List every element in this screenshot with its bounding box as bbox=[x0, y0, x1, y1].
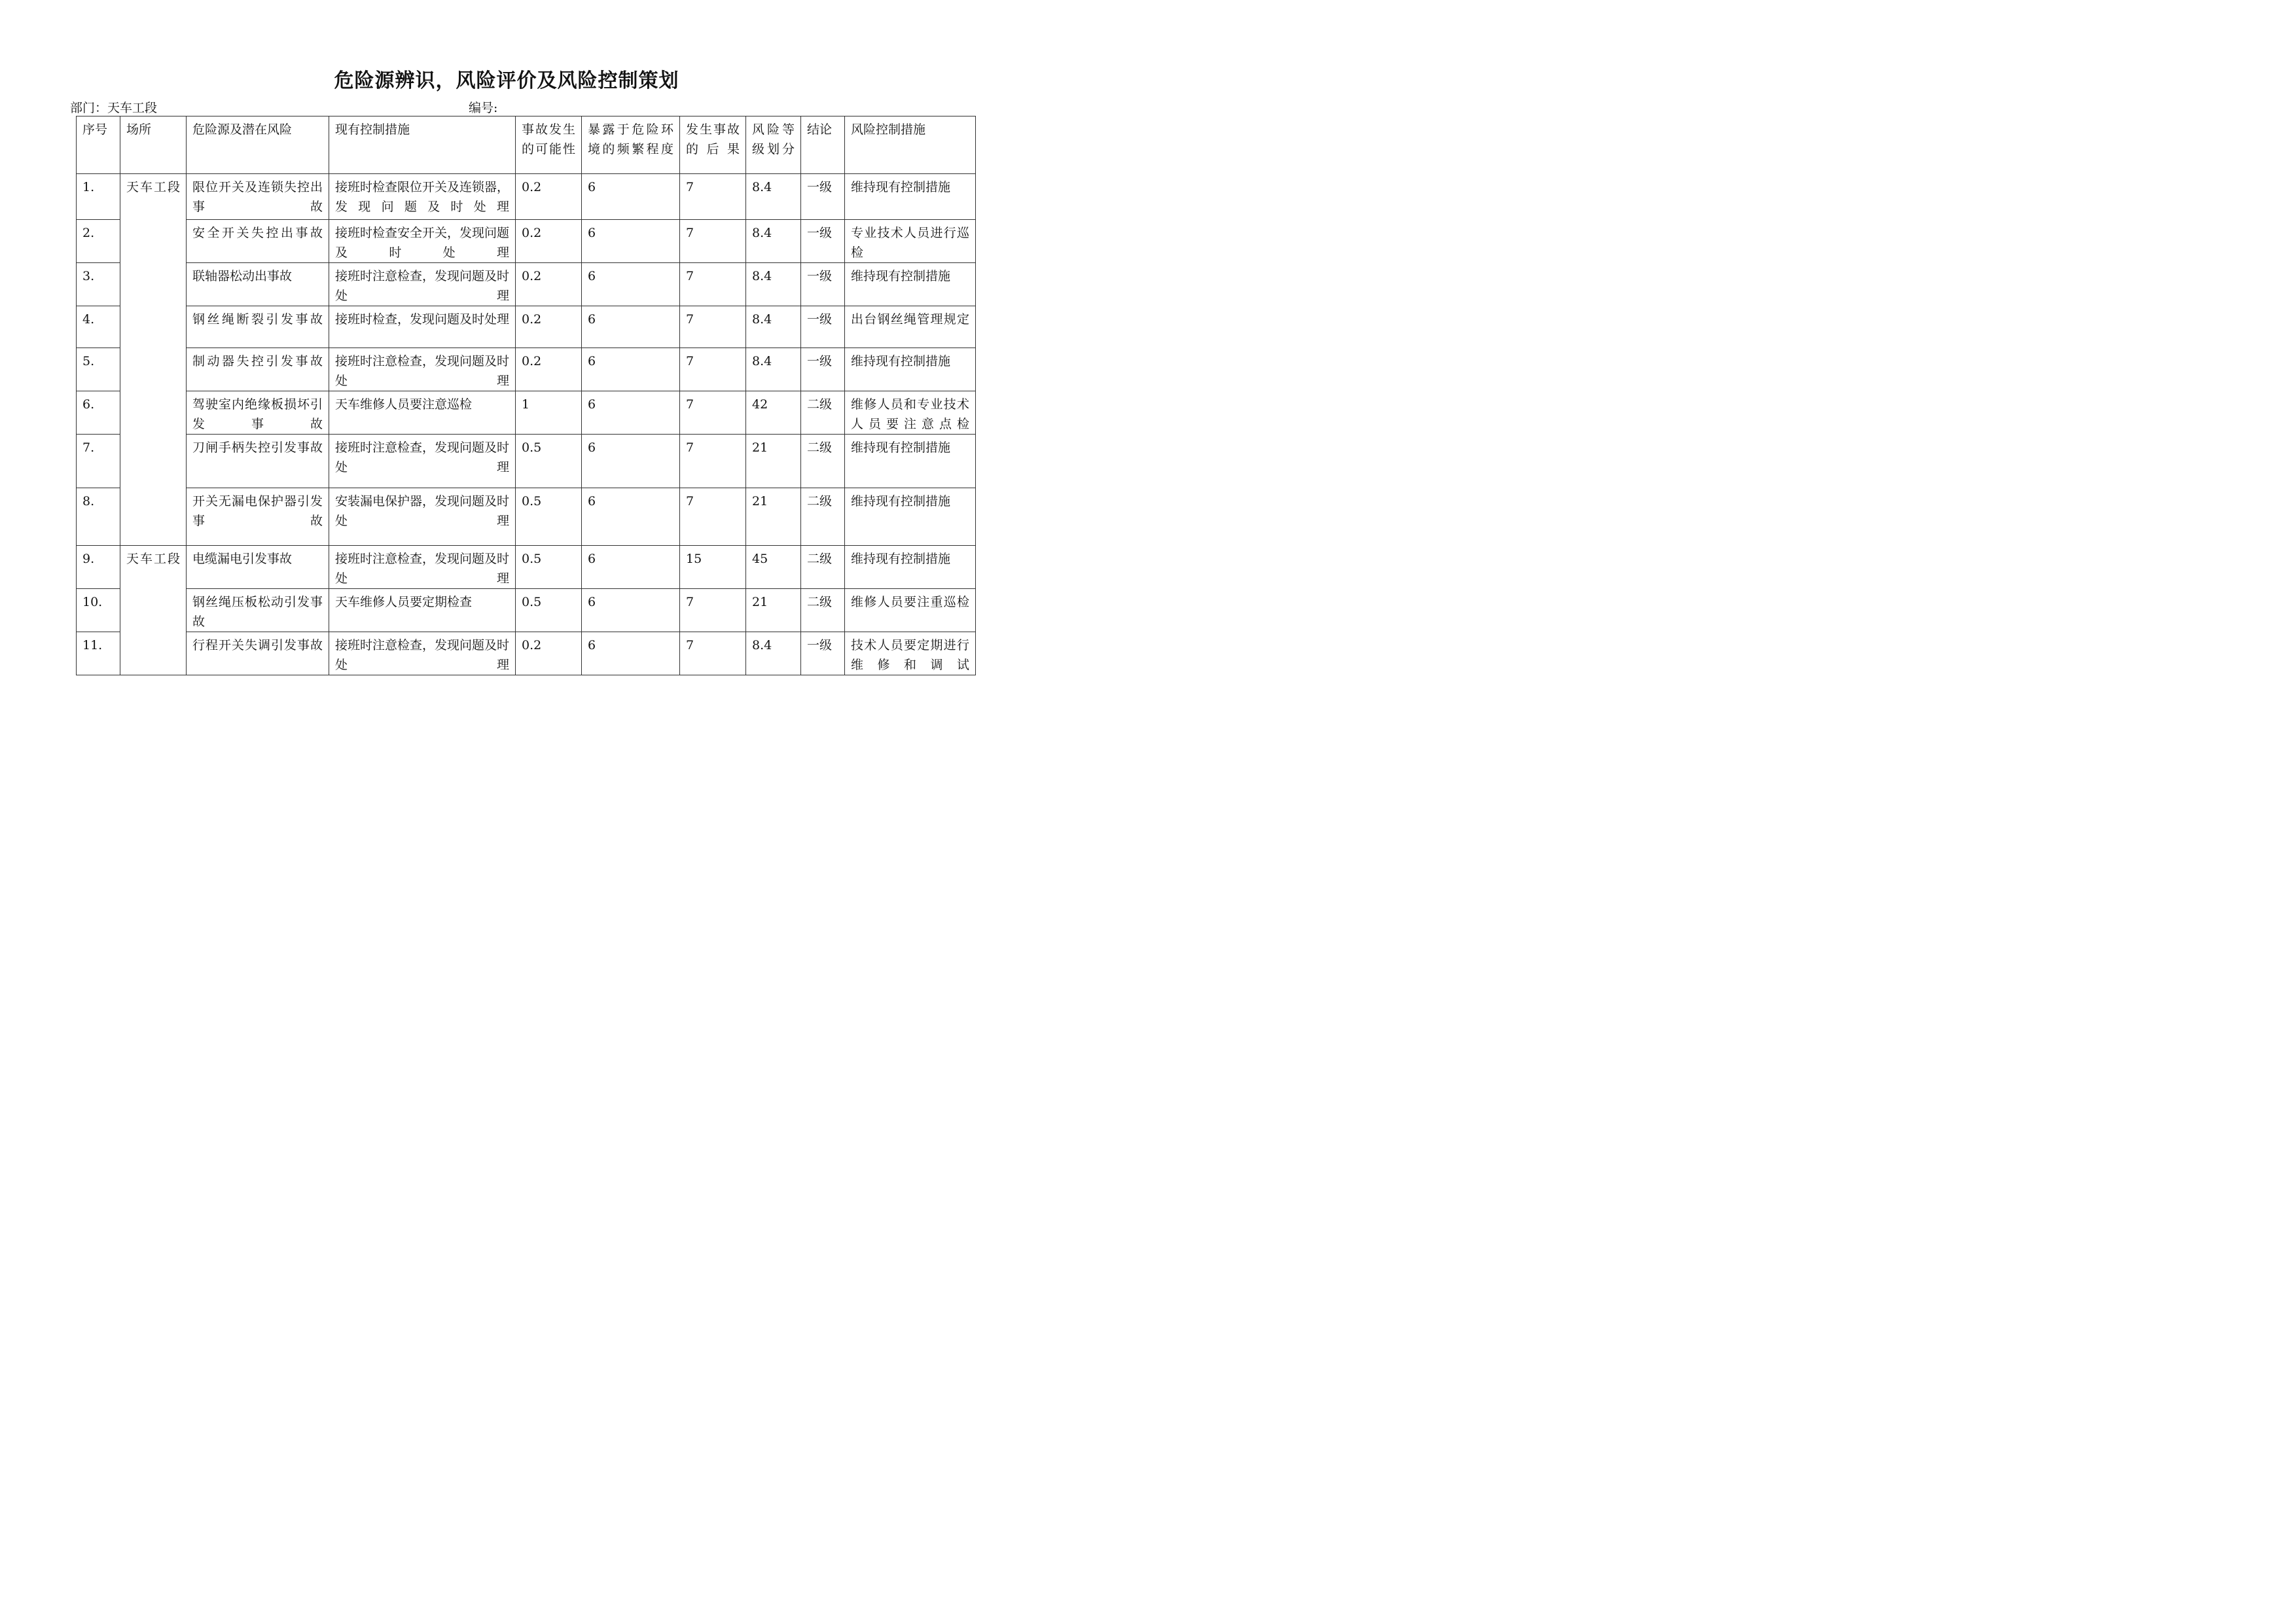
consequence-cell: 7 bbox=[680, 263, 746, 306]
control-measure-cell: 维持现有控制措施 bbox=[845, 348, 976, 391]
hazard-cell: 联轴器松动出事故 bbox=[187, 263, 329, 306]
hazard-cell: 行程开关失调引发事故 bbox=[187, 632, 329, 675]
current-measure-cell: 接班时注意检查，发现问题及时处理 bbox=[329, 263, 516, 306]
risk-score-cell: 8.4 bbox=[746, 263, 801, 306]
conclusion-cell: 二级 bbox=[801, 391, 845, 435]
control-measure-cell: 技术人员要定期进行维修和调试 bbox=[845, 632, 976, 675]
consequence-cell: 7 bbox=[680, 435, 746, 488]
exposure-cell: 6 bbox=[582, 348, 680, 391]
table-row bbox=[77, 263, 976, 306]
consequence-cell: 7 bbox=[680, 220, 746, 263]
current-measure-cell: 接班时注意检查，发现问题及时处理 bbox=[329, 632, 516, 675]
risk-score-cell: 21 bbox=[746, 435, 801, 488]
conclusion-cell: 二级 bbox=[801, 435, 845, 488]
likelihood-cell: 0.2 bbox=[516, 348, 582, 391]
hazard-cell: 刀闸手柄失控引发事故 bbox=[187, 435, 329, 488]
conclusion-cell: 二级 bbox=[801, 488, 845, 546]
table-row bbox=[77, 546, 976, 589]
place-cell: 天车工段 bbox=[120, 174, 187, 546]
control-measure-cell: 维持现有控制措施 bbox=[845, 174, 976, 220]
exposure-cell: 6 bbox=[582, 220, 680, 263]
current-measure-cell: 天车维修人员要定期检查 bbox=[329, 589, 516, 632]
row-number: 8. bbox=[77, 488, 120, 546]
table-row bbox=[77, 220, 976, 263]
table-row bbox=[77, 391, 976, 435]
row-number: 6. bbox=[77, 391, 120, 435]
risk-score-cell: 45 bbox=[746, 546, 801, 589]
hazard-cell: 钢丝绳压板松动引发事故 bbox=[187, 589, 329, 632]
header-cell: 风险控制措施 bbox=[845, 116, 976, 174]
current-measure-cell: 安装漏电保护器，发现问题及时处理 bbox=[329, 488, 516, 546]
place-cell: 天车工段 bbox=[120, 546, 187, 675]
likelihood-cell: 0.2 bbox=[516, 632, 582, 675]
current-measure-cell: 接班时注意检查，发现问题及时处理 bbox=[329, 546, 516, 589]
likelihood-cell: 0.5 bbox=[516, 435, 582, 488]
hazard-cell: 钢丝绳断裂引发事故 bbox=[187, 306, 329, 348]
risk-score-cell: 8.4 bbox=[746, 306, 801, 348]
risk-score-cell: 8.4 bbox=[746, 174, 801, 220]
exposure-cell: 6 bbox=[582, 546, 680, 589]
likelihood-cell: 0.2 bbox=[516, 220, 582, 263]
risk-score-cell: 21 bbox=[746, 488, 801, 546]
exposure-cell: 6 bbox=[582, 174, 680, 220]
consequence-cell: 7 bbox=[680, 348, 746, 391]
conclusion-cell: 一级 bbox=[801, 263, 845, 306]
risk-score-cell: 8.4 bbox=[746, 632, 801, 675]
row-number: 4. bbox=[77, 306, 120, 348]
likelihood-cell: 0.5 bbox=[516, 546, 582, 589]
table-row bbox=[77, 488, 976, 546]
row-number: 5. bbox=[77, 348, 120, 391]
consequence-cell: 7 bbox=[680, 488, 746, 546]
conclusion-cell: 二级 bbox=[801, 546, 845, 589]
row-number: 1. bbox=[77, 174, 120, 220]
likelihood-cell: 0.2 bbox=[516, 306, 582, 348]
table-row bbox=[77, 589, 976, 632]
control-measure-cell: 专业技术人员进行巡检 bbox=[845, 220, 976, 263]
department-label: 部门：天车工段 bbox=[70, 101, 158, 115]
code-label: 编号: bbox=[469, 101, 498, 115]
conclusion-cell: 二级 bbox=[801, 589, 845, 632]
row-number: 9. bbox=[77, 546, 120, 589]
current-measure-cell: 接班时检查安全开关，发现问题及时处理 bbox=[329, 220, 516, 263]
consequence-cell: 7 bbox=[680, 589, 746, 632]
risk-score-cell: 42 bbox=[746, 391, 801, 435]
consequence-cell: 7 bbox=[680, 391, 746, 435]
hazard-cell: 电缆漏电引发事故 bbox=[187, 546, 329, 589]
conclusion-cell: 一级 bbox=[801, 174, 845, 220]
consequence-cell: 7 bbox=[680, 174, 746, 220]
hazard-cell: 安全开关失控出事故 bbox=[187, 220, 329, 263]
table-row bbox=[77, 174, 976, 220]
row-number: 11. bbox=[77, 632, 120, 675]
current-measure-cell: 接班时检查，发现问题及时处理 bbox=[329, 306, 516, 348]
risk-score-cell: 8.4 bbox=[746, 348, 801, 391]
consequence-cell: 7 bbox=[680, 632, 746, 675]
table-row bbox=[77, 632, 976, 675]
likelihood-cell: 1 bbox=[516, 391, 582, 435]
row-number: 10. bbox=[77, 589, 120, 632]
header-cell: 危险源及潜在风险 bbox=[187, 116, 329, 174]
current-measure-cell: 接班时检查限位开关及连锁器，发现问题及时处理 bbox=[329, 174, 516, 220]
header-cell: 结论 bbox=[801, 116, 845, 174]
control-measure-cell: 维持现有控制措施 bbox=[845, 488, 976, 546]
control-measure-cell: 维持现有控制措施 bbox=[845, 546, 976, 589]
header-cell: 发生事故的后果 bbox=[680, 116, 746, 174]
row-number: 7. bbox=[77, 435, 120, 488]
exposure-cell: 6 bbox=[582, 488, 680, 546]
conclusion-cell: 一级 bbox=[801, 632, 845, 675]
exposure-cell: 6 bbox=[582, 435, 680, 488]
current-measure-cell: 接班时注意检查，发现问题及时处理 bbox=[329, 435, 516, 488]
exposure-cell: 6 bbox=[582, 589, 680, 632]
hazard-cell: 制动器失控引发事故 bbox=[187, 348, 329, 391]
control-measure-cell: 维持现有控制措施 bbox=[845, 435, 976, 488]
exposure-cell: 6 bbox=[582, 263, 680, 306]
likelihood-cell: 0.2 bbox=[516, 263, 582, 306]
row-number: 2. bbox=[77, 220, 120, 263]
control-measure-cell: 维修人员和专业技术人员要注意点检 bbox=[845, 391, 976, 435]
header-cell: 场所 bbox=[120, 116, 187, 174]
header-cell: 风险等级划分 bbox=[746, 116, 801, 174]
table-row bbox=[77, 435, 976, 488]
exposure-cell: 6 bbox=[582, 391, 680, 435]
hazard-cell: 限位开关及连锁失控出事故 bbox=[187, 174, 329, 220]
control-measure-cell: 维修人员要注重巡检 bbox=[845, 589, 976, 632]
table-row bbox=[77, 306, 976, 348]
hazard-cell: 开关无漏电保护器引发事故 bbox=[187, 488, 329, 546]
hazard-cell: 驾驶室内绝缘板损坏引发事故 bbox=[187, 391, 329, 435]
hazard-table bbox=[76, 116, 976, 675]
header-cell: 序号 bbox=[77, 116, 120, 174]
table-row bbox=[77, 348, 976, 391]
consequence-cell: 7 bbox=[680, 306, 746, 348]
current-measure-cell: 天车维修人员要注意巡检 bbox=[329, 391, 516, 435]
header-cell: 暴露于危险环境的频繁程度 bbox=[582, 116, 680, 174]
header-cell: 事故发生的可能性 bbox=[516, 116, 582, 174]
exposure-cell: 6 bbox=[582, 632, 680, 675]
header-cell: 现有控制措施 bbox=[329, 116, 516, 174]
likelihood-cell: 0.2 bbox=[516, 174, 582, 220]
control-measure-cell: 维持现有控制措施 bbox=[845, 263, 976, 306]
document-title: 危险源辨识，风险评价及风险控制策划 bbox=[334, 69, 679, 92]
row-number: 3. bbox=[77, 263, 120, 306]
exposure-cell: 6 bbox=[582, 306, 680, 348]
risk-score-cell: 8.4 bbox=[746, 220, 801, 263]
table-header-row bbox=[77, 116, 976, 174]
control-measure-cell: 出台钢丝绳管理规定 bbox=[845, 306, 976, 348]
conclusion-cell: 一级 bbox=[801, 220, 845, 263]
likelihood-cell: 0.5 bbox=[516, 488, 582, 546]
risk-score-cell: 21 bbox=[746, 589, 801, 632]
current-measure-cell: 接班时注意检查，发现问题及时处理 bbox=[329, 348, 516, 391]
likelihood-cell: 0.5 bbox=[516, 589, 582, 632]
conclusion-cell: 一级 bbox=[801, 348, 845, 391]
conclusion-cell: 一级 bbox=[801, 306, 845, 348]
consequence-cell: 15 bbox=[680, 546, 746, 589]
